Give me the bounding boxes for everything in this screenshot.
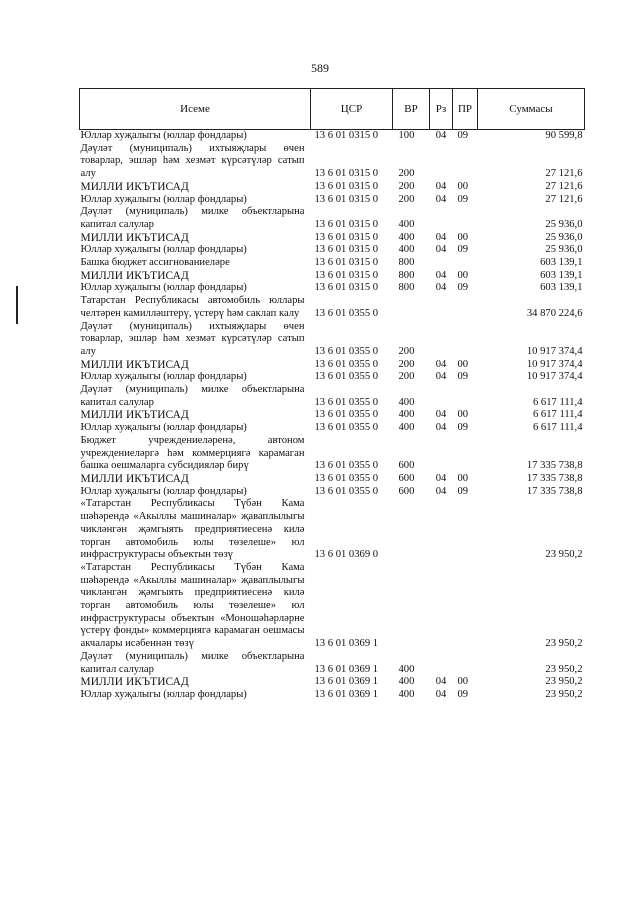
row-rz-cell <box>430 257 453 270</box>
row-vr-cell: 800 <box>398 282 415 294</box>
row-name-cell: Башка бюджет ассигнованиеләре <box>80 257 230 269</box>
row-csr-cell: 13 6 01 0355 0 <box>314 371 379 383</box>
table-row <box>80 384 585 409</box>
table-row <box>80 194 585 207</box>
row-csr-cell: 13 6 01 0315 0 <box>314 231 379 243</box>
row-csr-cell: 13 6 01 0315 0 <box>314 168 379 180</box>
row-csr-cell: 13 6 01 0369 1 <box>314 688 379 700</box>
row-csr-cell: 13 6 01 0355 0 <box>314 345 379 357</box>
table-row <box>80 473 585 486</box>
row-pr-cell: 00 <box>457 358 469 370</box>
table-row <box>80 257 585 270</box>
table-row <box>80 562 585 651</box>
row-sum-cell: 6 617 111,4 <box>532 396 583 408</box>
row-sum-cell: 90 599,8 <box>545 130 583 141</box>
row-vr-cell: 400 <box>398 422 415 434</box>
table-row <box>80 359 585 372</box>
row-pr-cell: 09 <box>457 193 469 205</box>
row-name-cell: Татарстан Республикасы автомобиль юллары челтәрен камилләштерү, үстерү һәм саклап калу <box>80 295 305 319</box>
row-name-cell: МИЛЛИ ИКЪТИСАД <box>80 269 189 282</box>
row-vr-cell: 600 <box>398 460 415 472</box>
row-vr-cell: 200 <box>398 168 415 180</box>
row-sum-cell: 6 617 111,4 <box>532 422 583 434</box>
row-pr-cell: 00 <box>457 231 469 243</box>
row-vr-cell: 400 <box>398 231 415 243</box>
row-vr-cell: 400 <box>398 676 415 688</box>
row-sum-cell: 603 139,1 <box>540 269 583 281</box>
row-pr-cell <box>453 143 478 181</box>
row-csr-cell: 13 6 01 0315 0 <box>314 282 379 294</box>
row-pr-cell: 09 <box>457 485 469 497</box>
row-name-cell: Юллар хуҗалыгы (юллар фондлары) <box>80 193 247 205</box>
row-rz-cell <box>430 206 453 231</box>
row-vr-cell: 200 <box>398 180 415 192</box>
row-csr-cell: 13 6 01 0355 0 <box>314 396 379 408</box>
row-vr-cell: 200 <box>398 193 415 205</box>
row-rz-cell: 04 <box>435 130 447 141</box>
row-sum-cell: 25 936,0 <box>545 231 583 243</box>
row-csr-cell: 13 6 01 0315 0 <box>314 180 379 192</box>
row-rz-cell: 04 <box>435 193 447 205</box>
row-sum-cell: 23 950,2 <box>545 688 583 700</box>
row-sum-cell: 10 917 374,4 <box>526 371 583 383</box>
table-row <box>80 130 585 143</box>
row-sum-cell: 603 139,1 <box>540 257 583 269</box>
row-rz-cell: 04 <box>435 688 447 700</box>
row-pr-cell <box>453 384 478 409</box>
row-sum-cell: 27 121,6 <box>545 193 583 205</box>
row-rz-cell <box>430 384 453 409</box>
row-rz-cell: 04 <box>435 244 447 256</box>
row-pr-cell: 00 <box>457 269 469 281</box>
row-name-cell: МИЛЛИ ИКЪТИСАД <box>80 676 189 689</box>
row-csr-cell: 13 6 01 0355 0 <box>314 307 379 319</box>
row-pr-cell: 09 <box>457 688 469 700</box>
row-name-cell: Юллар хуҗалыгы (юллар фондлары) <box>80 688 247 700</box>
row-vr-cell: 400 <box>398 688 415 700</box>
table-row <box>80 689 585 702</box>
table-row <box>80 181 585 194</box>
table-row <box>80 371 585 384</box>
row-vr-cell: 200 <box>398 345 415 357</box>
row-name-cell: Юллар хуҗалыгы (юллар фондлары) <box>80 244 247 256</box>
row-name-cell: МИЛЛИ ИКЪТИСАД <box>80 409 189 422</box>
row-name-cell: Бюджет учреждениеләренә, автоном учреждениеләргә һәм коммерциягә карамаган башка оешмаларга субсидияләр бирү <box>80 434 305 472</box>
row-sum-cell: 17 335 738,8 <box>526 472 583 484</box>
row-vr-cell: 100 <box>398 130 415 141</box>
row-sum-cell: 17 335 738,8 <box>526 485 583 497</box>
row-rz-cell: 04 <box>435 422 447 434</box>
row-pr-cell: 00 <box>457 409 469 421</box>
row-sum-cell: 25 936,0 <box>545 218 583 230</box>
row-name-cell: МИЛЛИ ИКЪТИСАД <box>80 180 189 193</box>
row-rz-cell: 04 <box>435 472 447 484</box>
row-sum-cell: 27 121,6 <box>545 180 583 192</box>
row-vr-cell: 400 <box>398 244 415 256</box>
table-row <box>80 651 585 676</box>
row-rz-cell: 04 <box>435 485 447 497</box>
row-sum-cell: 34 870 224,6 <box>526 307 583 319</box>
row-csr-cell: 13 6 01 0355 0 <box>314 358 379 370</box>
row-vr-cell <box>393 562 430 651</box>
table-row <box>80 486 585 499</box>
row-sum-cell: 10 917 374,4 <box>526 358 583 370</box>
row-rz-cell <box>430 562 453 651</box>
row-name-cell: Юллар хуҗалыгы (юллар фондлары) <box>80 371 247 383</box>
row-sum-cell: 10 917 374,4 <box>526 345 583 357</box>
budget-table <box>79 88 585 702</box>
row-vr-cell: 800 <box>398 257 415 269</box>
row-csr-cell: 13 6 01 0355 0 <box>314 472 379 484</box>
table-row <box>80 232 585 245</box>
row-csr-cell: 13 6 01 0369 1 <box>314 638 379 650</box>
row-pr-cell <box>453 435 478 473</box>
row-vr-cell: 600 <box>398 472 415 484</box>
row-vr-cell: 400 <box>398 396 415 408</box>
row-pr-cell <box>453 257 478 270</box>
row-pr-cell: 09 <box>457 130 469 141</box>
row-rz-cell: 04 <box>435 371 447 383</box>
row-pr-cell <box>453 498 478 562</box>
table-row <box>80 143 585 181</box>
row-pr-cell: 09 <box>457 371 469 383</box>
row-rz-cell: 04 <box>435 269 447 281</box>
row-name-cell: Дәүләт (муниципаль) милке объектларына капитал салулар <box>80 384 305 408</box>
column-header-rz: Рз <box>430 89 453 130</box>
row-pr-cell <box>453 206 478 231</box>
row-pr-cell: 09 <box>457 422 469 434</box>
row-name-cell: Дәүләт (муниципаль) ихтыяҗлары өчен товарлар, эшләр һәм хезмәт күрсәтүләр сатып алу <box>80 320 305 357</box>
row-csr-cell: 13 6 01 0369 1 <box>314 663 379 675</box>
table-row <box>80 244 585 257</box>
row-sum-cell: 27 121,6 <box>545 168 583 180</box>
row-pr-cell: 00 <box>457 472 469 484</box>
table-row <box>80 295 585 320</box>
row-name-cell: МИЛЛИ ИКЪТИСАД <box>80 358 189 371</box>
row-name-cell: Дәүләт (муниципаль) милке объектларына капитал салулар <box>80 650 305 675</box>
row-rz-cell <box>430 498 453 562</box>
row-rz-cell: 04 <box>435 231 447 243</box>
row-sum-cell: 23 950,2 <box>545 549 583 561</box>
row-rz-cell: 04 <box>435 358 447 370</box>
table-row <box>80 676 585 689</box>
table-row <box>80 409 585 422</box>
row-vr-cell: 200 <box>398 358 415 370</box>
table-row <box>80 282 585 295</box>
row-csr-cell: 13 6 01 0315 0 <box>314 257 379 269</box>
row-pr-cell: 00 <box>457 676 469 688</box>
row-csr-cell: 13 6 01 0355 0 <box>314 422 379 434</box>
row-csr-cell: 13 6 01 0315 0 <box>314 193 379 205</box>
row-pr-cell <box>453 651 478 676</box>
row-name-cell: «Татарстан Республикасы Түбән Кама шәһәрендә «Акыллы машиналар» җаваплылыгы чикләнгән җәмгыять предприятиесенә килә торган автомобиль юлы төзелеше» юл инфраструктурасы объектын төзү <box>80 498 305 561</box>
row-csr-cell: 13 6 01 0355 0 <box>314 460 379 472</box>
table-body <box>80 130 585 702</box>
margin-mark <box>16 286 18 324</box>
row-sum-cell: 17 335 738,8 <box>526 460 583 472</box>
row-pr-cell <box>453 295 478 320</box>
table-row <box>80 422 585 435</box>
row-rz-cell: 04 <box>435 409 447 421</box>
row-name-cell: Юллар хуҗалыгы (юллар фондлары) <box>80 282 247 294</box>
table-row <box>80 498 585 562</box>
row-pr-cell <box>453 321 478 359</box>
row-pr-cell: 09 <box>457 282 469 294</box>
row-name-cell: МИЛЛИ ИКЪТИСАД <box>80 231 189 244</box>
row-vr-cell: 400 <box>398 218 415 230</box>
row-rz-cell <box>430 651 453 676</box>
row-sum-cell: 603 139,1 <box>540 282 583 294</box>
column-header-name: Исеме <box>80 89 311 130</box>
row-sum-cell: 23 950,2 <box>545 663 583 675</box>
row-sum-cell: 23 950,2 <box>545 676 583 688</box>
row-sum-cell: 23 950,2 <box>545 638 583 650</box>
row-vr-cell <box>393 498 430 562</box>
row-csr-cell: 13 6 01 0315 0 <box>314 244 379 256</box>
row-name-cell: «Татарстан Республикасы Түбән Кама шәһәрендә «Акыллы машиналар» җаваплылыгы чикләнгән җәмгыять предприятиесенә килә торган автомобиль юлы төзелеше» юл инфраструктурасы объектын «Моношәһәрләрне үстерү фонды» коммерциягә карамаган оешмасы акчалары исәбеннән төзү <box>80 561 305 650</box>
row-vr-cell: 400 <box>398 409 415 421</box>
row-name-cell: Дәүләт (муниципаль) милке объектларына капитал салулар <box>80 206 305 230</box>
row-pr-cell: 00 <box>457 180 469 192</box>
row-name-cell: Юллар хуҗалыгы (юллар фондлары) <box>80 485 247 497</box>
column-header-vr: ВР <box>393 89 430 130</box>
row-sum-cell: 6 617 111,4 <box>532 409 583 421</box>
table-row <box>80 435 585 473</box>
table-row <box>80 270 585 283</box>
row-csr-cell: 13 6 01 0315 0 <box>314 269 379 281</box>
row-rz-cell: 04 <box>435 676 447 688</box>
row-vr-cell: 200 <box>398 371 415 383</box>
row-vr-cell <box>393 295 430 320</box>
column-header-sum: Суммасы <box>478 89 585 130</box>
row-rz-cell <box>430 143 453 181</box>
row-rz-cell <box>430 435 453 473</box>
row-rz-cell <box>430 295 453 320</box>
row-csr-cell: 13 6 01 0355 0 <box>314 485 379 497</box>
page-number: 589 <box>311 61 329 75</box>
row-csr-cell: 13 6 01 0355 0 <box>314 409 379 421</box>
row-csr-cell: 13 6 01 0315 0 <box>314 218 379 230</box>
row-csr-cell: 13 6 01 0369 1 <box>314 676 379 688</box>
row-rz-cell: 04 <box>435 282 447 294</box>
row-vr-cell: 800 <box>398 269 415 281</box>
row-vr-cell: 400 <box>398 663 415 675</box>
row-name-cell: Юллар хуҗалыгы (юллар фондлары) <box>80 130 247 141</box>
table-row <box>80 206 585 231</box>
row-rz-cell: 04 <box>435 180 447 192</box>
row-pr-cell: 09 <box>457 244 469 256</box>
column-header-pr: ПР <box>453 89 478 130</box>
row-pr-cell <box>453 562 478 651</box>
row-csr-cell: 13 6 01 0315 0 <box>314 130 379 141</box>
row-name-cell: Юллар хуҗалыгы (юллар фондлары) <box>80 422 247 434</box>
row-vr-cell: 600 <box>398 485 415 497</box>
table-row <box>80 321 585 359</box>
row-rz-cell <box>430 321 453 359</box>
row-sum-cell: 25 936,0 <box>545 244 583 256</box>
column-header-csr: ЦСР <box>311 89 393 130</box>
table-header <box>80 89 585 130</box>
row-name-cell: МИЛЛИ ИКЪТИСАД <box>80 472 189 485</box>
row-name-cell: Дәүләт (муниципаль) ихтыяҗлары өчен товарлар, эшләр һәм хезмәт күрсәтүләр сатып алу <box>80 142 305 180</box>
row-csr-cell: 13 6 01 0369 0 <box>314 549 379 561</box>
